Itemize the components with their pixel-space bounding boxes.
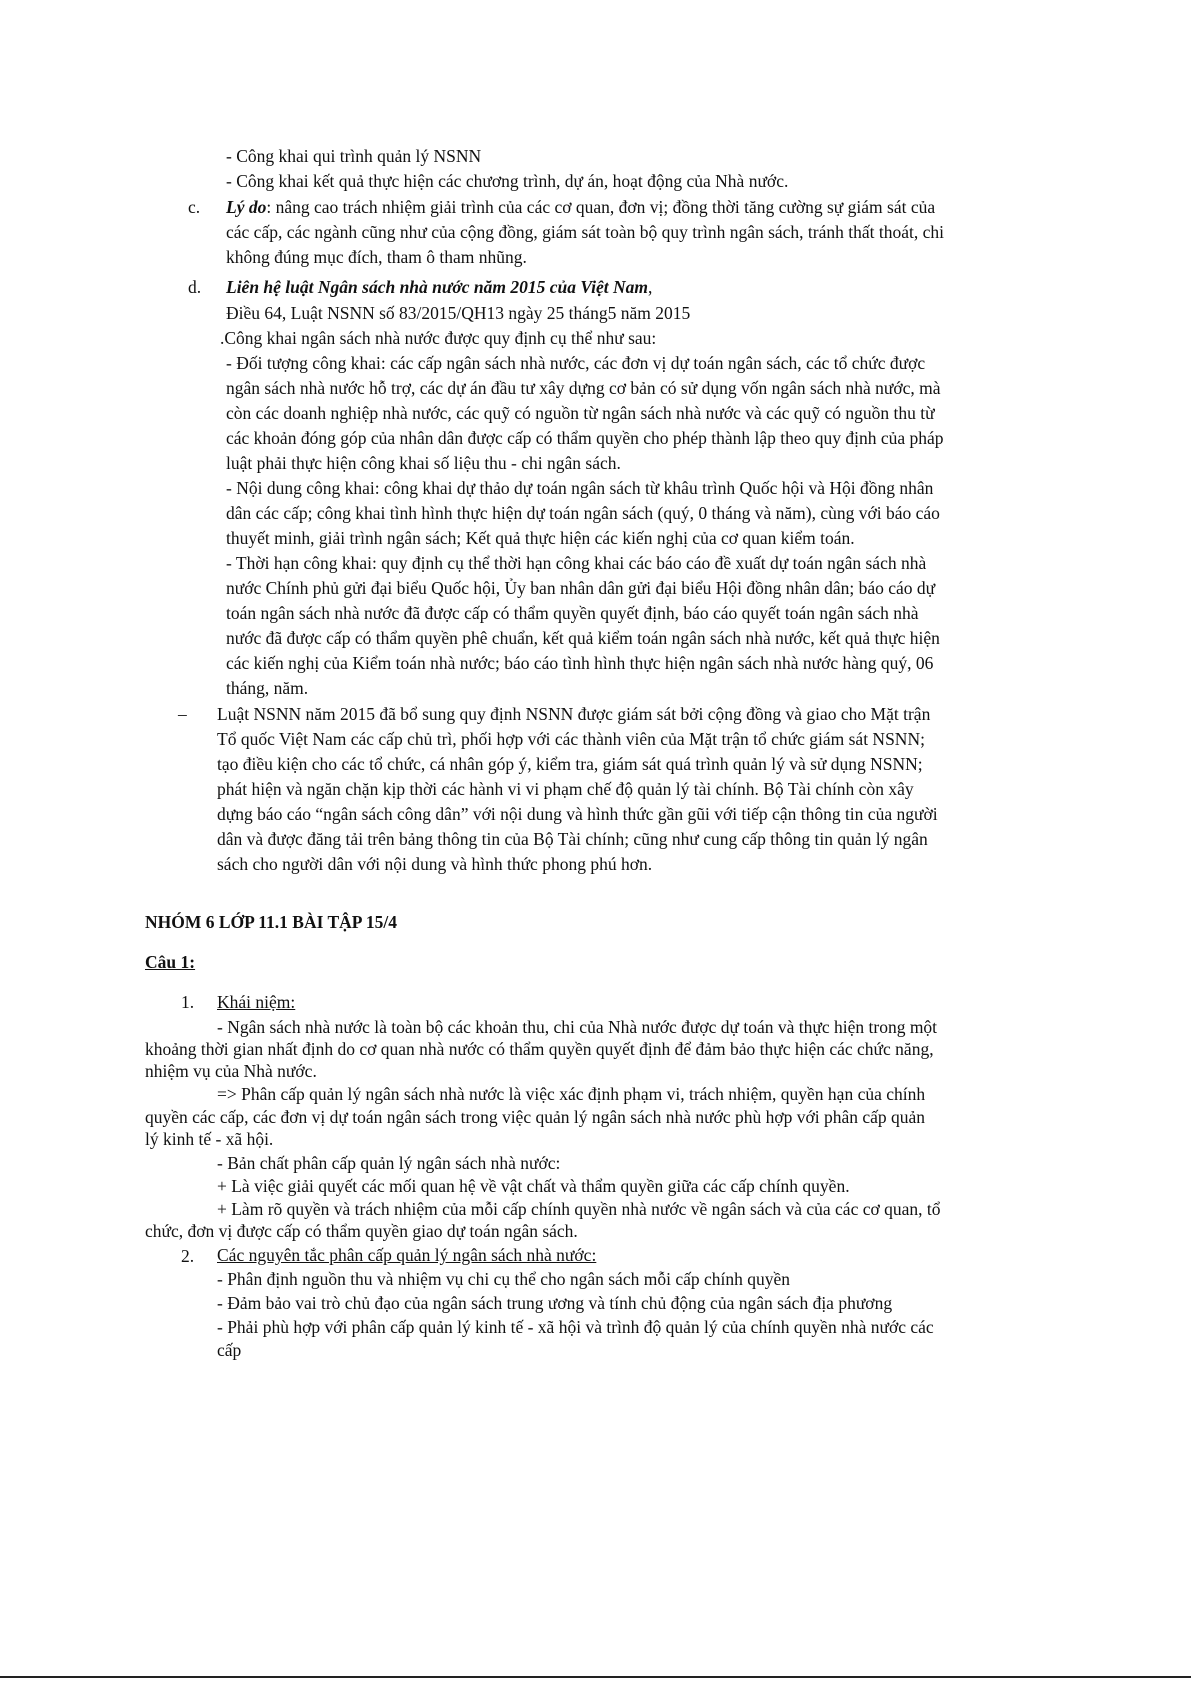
reason-label: Lý do (226, 197, 267, 217)
paragraph-line: => Phân cấp quản lý ngân sách nhà nước là việc xác định phạm vi, trách nhiệm, quyền hạn của chính (217, 1084, 926, 1104)
paragraph-line: dân và được đăng tải trên bảng thông tin của Bộ Tài chính; cũng như cung cấp thông tin quản lý ngân (217, 829, 928, 849)
reason-text: : nâng cao trách nhiệm giải trình của các cơ quan, đơn vị; đồng thời tăng cường sự giám sát của (266, 197, 936, 217)
item-marker-c: c. (188, 197, 201, 217)
paragraph-line: lý kinh tế - xã hội. (145, 1129, 274, 1149)
paragraph-line: quyền các cấp, các đơn vị dự toán ngân sách trong việc quản lý ngân sách nhà nước phù hợp với phân cấp quản (145, 1107, 926, 1127)
paragraph-line: sách cho người dân với nội dung và hình thức phong phú hơn. (217, 854, 653, 874)
law-line: Điều 64, Luật NSNN số 83/2015/QH13 ngày 25 tháng5 năm 2015 (226, 303, 691, 323)
paragraph-line: + Là việc giải quyết các mối quan hệ về vật chất và thẩm quyền giữa các cấp chính quyền. (217, 1176, 850, 1196)
paragraph-line: Tổ quốc Việt Nam các cấp chủ trì, phối hợp với các thành viên của Mặt trận tổ chức giám sát NSNN; (217, 729, 925, 749)
paragraph-line: + Làm rõ quyền và trách nhiệm của mỗi cấp chính quyền nhà nước về ngân sách và của các cơ quan, tổ (217, 1199, 941, 1219)
law-line: tháng, năm. (226, 678, 309, 698)
law-line: dân các cấp; công khai tình hình thực hiện dự toán ngân sách (quý, 0 tháng và năm), cùng với báo cáo (226, 503, 940, 523)
part1-marker: 1. (181, 992, 195, 1012)
paragraph-line: khoảng thời gian nhất định do cơ quan nhà nước có thẩm quyền quyết định để đảm bảo thực hiện các chức năng, (145, 1039, 934, 1059)
paragraph-line: phát hiện và ngăn chặn kịp thời các hành vi vi phạm chế độ quản lý tài chính. Bộ Tài chính còn xây (217, 779, 914, 799)
reason-line: không đúng mục đích, tham ô tham nhũng. (226, 247, 527, 267)
law-line: - Nội dung công khai: công khai dự thảo dự toán ngân sách từ khâu trình Quốc hội và Hội đồng nhân (226, 478, 934, 498)
law-line: luật phải thực hiện công khai số liệu thu - chi ngân sách. (226, 453, 621, 473)
paragraph-line: dựng báo cáo “ngân sách công dân” với nội dung và hình thức gần gũi với tiếp cận thông tin của người (217, 804, 938, 824)
paragraph-line: Luật NSNN năm 2015 đã bổ sung quy định NSNN được giám sát bởi cộng đồng và giao cho Mặt trận (217, 704, 931, 724)
law-line: các khoản đóng góp của nhân dân được cấp có thẩm quyền cho phép thành lập theo quy định của pháp (226, 428, 944, 448)
law-line: các kiến nghị của Kiểm toán nhà nước; báo cáo tình hình thực hiện ngân sách nhà nước hàng quý, 06 (226, 653, 934, 673)
law-line: thuyết minh, giải trình ngân sách; Kết quả thực hiện các kiến nghị của cơ quan kiểm toán. (226, 528, 855, 548)
item-marker-d: d. (188, 277, 202, 297)
law-heading-text: Liên hệ luật Ngân sách nhà nước năm 2015 của Việt Nam (226, 277, 648, 297)
reason-line: các cấp, các ngành cũng như của cộng đồng, giám sát toàn bộ quy trình ngân sách, tránh thất thoát, chi (226, 222, 945, 242)
law-line: - Đối tượng công khai: các cấp ngân sách nhà nước, các đơn vị dự toán ngân sách, các tổ chức được (226, 353, 926, 373)
group-heading: NHÓM 6 LỚP 11.1 BÀI TẬP 15/4 (145, 912, 397, 932)
paragraph-line: tạo điều kiện cho các tổ chức, cá nhân góp ý, kiểm tra, giám sát quá trình quản lý và sử dụng NSNN; (217, 754, 923, 774)
part1-title: Khái niệm: (217, 992, 296, 1012)
law-line: còn các doanh nghiệp nhà nước, các quỹ có nguồn từ ngân sách nhà nước và các quỹ có nguồn thu từ (226, 403, 935, 423)
paragraph-line: - Bản chất phân cấp quản lý ngân sách nhà nước: (217, 1153, 561, 1173)
paragraph-line: - Đảm bảo vai trò chủ đạo của ngân sách trung ương và tính chủ động của ngân sách địa phương (217, 1293, 893, 1313)
list-item: - Công khai kết quả thực hiện các chương trình, dự án, hoạt động của Nhà nước. (226, 171, 789, 191)
list-item: - Công khai qui trình quản lý NSNN (226, 146, 482, 166)
page-bottom-rule (0, 1676, 1191, 1678)
part2-title: Các nguyên tắc phân cấp quản lý ngân sách nhà nước: (217, 1245, 597, 1265)
paragraph-line: - Ngân sách nhà nước là toàn bộ các khoản thu, chi của Nhà nước được dự toán và thực hiện trong một (217, 1017, 938, 1037)
paragraph-line: chức, đơn vị được cấp có thẩm quyền giao dự toán ngân sách. (145, 1221, 578, 1241)
law-line: ngân sách nhà nước hỗ trợ, các dự án đầu tư xây dựng cơ bản có sử dụng vốn ngân sách nhà nước, mà (226, 378, 941, 398)
question-heading: Câu 1: (145, 952, 196, 972)
paragraph-line: - Phải phù hợp với phân cấp quản lý kinh tế - xã hội và trình độ quản lý của chính quyền nhà nước các (217, 1317, 934, 1337)
reason-line (226, 195, 935, 220)
part2-marker: 2. (181, 1246, 195, 1266)
law-heading-suffix: , (647, 277, 653, 297)
law-heading (226, 275, 652, 300)
law-line: toán ngân sách nhà nước đã được cấp có thẩm quyền quyết định, báo cáo quyết toán ngân sách nhà (226, 603, 919, 623)
paragraph-line: cấp (217, 1340, 242, 1360)
law-line: - Thời hạn công khai: quy định cụ thể thời hạn công khai các báo cáo đề xuất dự toán ngân sách nhà (226, 553, 927, 573)
paragraph-line: nhiệm vụ của Nhà nước. (145, 1061, 317, 1081)
law-line: .Công khai ngân sách nhà nước được quy định cụ thể như sau: (220, 328, 657, 348)
law-line: nước Chính phủ gửi đại biểu Quốc hội, Ủy ban nhân dân gửi đại biểu Hội đồng nhân dân; báo cáo dự (226, 578, 936, 598)
dash-marker: – (178, 704, 187, 724)
paragraph-line: - Phân định nguồn thu và nhiệm vụ chi cụ thể cho ngân sách mỗi cấp chính quyền (217, 1269, 790, 1289)
law-line: nước đã được cấp có thẩm quyền phê chuẩn, kết quả kiểm toán ngân sách nhà nước, kết quả thực hiện (226, 628, 940, 648)
